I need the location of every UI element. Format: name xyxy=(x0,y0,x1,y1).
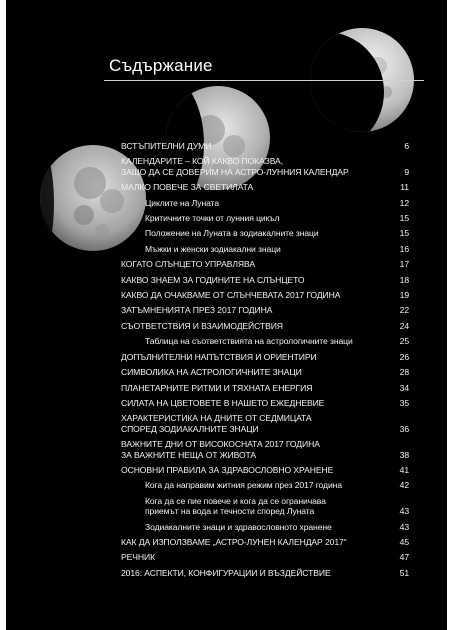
toc-page-number: 43 xyxy=(399,521,409,532)
toc-page-number: 45 xyxy=(399,536,409,547)
toc-page-number: 43 xyxy=(399,506,409,517)
toc-page-number: 16 xyxy=(399,243,409,254)
toc-subentry[interactable] xyxy=(121,496,409,517)
toc-entry-label: Циклите на Луната xyxy=(145,197,220,208)
toc-page-number: 35 xyxy=(399,397,409,408)
toc-entry-label: ВАЖНИТЕ ДНИ ОТ ВИСОКОСНАТА 2017 ГОДИНА ЗА ВАЖНИТЕ НЕЩА ОТ ЖИВОТА xyxy=(121,439,320,460)
toc-entry-label: Таблица на съответствията на астрологичните знаци xyxy=(145,336,353,347)
toc-entry[interactable] xyxy=(121,305,409,315)
toc-entry-label: СИМВОЛИКА НА АСТРОЛОГИЧНИТЕ ЗНАЦИ xyxy=(121,367,302,378)
toc-entry-label: Мъжки и женски зодиакални знаци xyxy=(145,243,281,254)
toc-entry[interactable] xyxy=(121,413,409,434)
toc-page-number: 11 xyxy=(400,182,409,193)
toc-entry[interactable] xyxy=(121,141,409,151)
toc-page-number: 51 xyxy=(399,567,409,578)
toc-entry[interactable] xyxy=(121,275,409,285)
toc-page-number: 17 xyxy=(399,259,409,270)
toc-page-number: 15 xyxy=(399,228,409,239)
toc-page-number: 24 xyxy=(399,320,409,331)
toc-entry-label: ПЛАНЕТАРНИТЕ РИТМИ И ТЯХНАТА ЕНЕРГИЯ xyxy=(121,382,313,393)
toc-entry-label: МАЛКО ПОВЕЧЕ ЗА СВЕТИЛАТА xyxy=(121,182,254,193)
toc-entry-label: 2016: АСПЕКТИ, КОНФИГУРАЦИИ И ВЪЗДЕЙСТВИЕ xyxy=(121,567,331,578)
toc-page-number: 34 xyxy=(399,382,409,393)
toc-page-number: 18 xyxy=(399,274,409,285)
toc-entry[interactable] xyxy=(121,290,409,300)
toc-entry-label: КАЛЕНДАРИТЕ – КОЙ КАКВО ПОКАЗВА, ЗАЩО ДА СЕ ДОВЕРИМ НА АСТРО-ЛУННИЯ КАЛЕНДАР xyxy=(121,156,349,177)
contents-page xyxy=(6,0,447,630)
toc-entry-label: Критичните точки от лунния цикъл xyxy=(145,213,280,224)
toc-entry-label: ДОПЪЛНИТЕЛНИ НАПЪТСТВИЯ И ОРИЕНТИРИ xyxy=(121,351,317,362)
toc-entry-label: Кога да се пие повече и кога да се ограничава приемът на вода и течности според Луната xyxy=(145,495,326,517)
toc-entry-label: ОСНОВНИ ПРАВИЛА ЗА ЗДРАВОСЛОВНО ХРАНЕНЕ xyxy=(121,464,334,475)
toc-page-number: 38 xyxy=(399,449,409,460)
toc-entry[interactable] xyxy=(121,537,409,547)
toc-subentry[interactable] xyxy=(121,198,409,208)
toc-entry[interactable] xyxy=(121,182,409,192)
toc-page-number: 12 xyxy=(399,197,409,208)
toc-entry[interactable] xyxy=(121,552,409,562)
toc-entry-label: ВСТЪПИТЕЛНИ ДУМИ xyxy=(121,141,212,151)
title-divider xyxy=(104,80,424,81)
toc-page-number: 36 xyxy=(399,423,409,434)
toc-page-number: 22 xyxy=(399,305,409,316)
toc-page-number: 41 xyxy=(399,464,409,475)
toc-entry[interactable] xyxy=(121,367,409,377)
toc-entry-label: ХАРАКТЕРИСТИКА НА ДНИТЕ ОТ СЕДМИЦАТА СПОРЕД ЗОДИАКАЛНИТЕ ЗНАЦИ xyxy=(121,413,312,434)
toc-page-number: 6 xyxy=(404,141,409,151)
toc-page-number: 28 xyxy=(399,367,409,378)
toc-entry[interactable] xyxy=(121,383,409,393)
toc-entry[interactable] xyxy=(121,398,409,408)
toc-entry[interactable] xyxy=(121,568,409,578)
toc-subentry[interactable] xyxy=(121,244,409,254)
toc-subentry[interactable] xyxy=(121,213,409,223)
toc-entry[interactable] xyxy=(121,465,409,475)
toc-page-number: 25 xyxy=(399,336,409,347)
page-title: Съдържание xyxy=(109,56,213,75)
toc-page-number: 42 xyxy=(399,480,409,491)
toc-entry[interactable] xyxy=(121,156,409,177)
toc-entry-label: КАК ДА ИЗПОЛЗВАМЕ „АСТРО-ЛУНЕН КАЛЕНДАР 2017“ xyxy=(121,536,347,547)
toc-entry-label: ЗАТЪМНЕНИЯТА ПРЕЗ 2017 ГОДИНА xyxy=(121,305,273,316)
toc-entry-label: КАКВО ДА ОЧАКВАМЕ ОТ СЛЪНЧЕВАТА 2017 ГОДИНА xyxy=(121,290,341,301)
toc-entry-label: СИЛАТА НА ЦВЕТОВЕТЕ В НАШЕТО ЕЖЕДНЕВИЕ xyxy=(121,397,325,408)
toc-page-number: 26 xyxy=(399,351,409,362)
table-of-contents xyxy=(121,141,409,578)
toc-subentry[interactable] xyxy=(121,480,409,490)
toc-entry-label: РЕЧНИК xyxy=(121,552,155,563)
toc-subentry[interactable] xyxy=(121,522,409,532)
toc-entry-label: Зодиакалните знаци и здравословното хранене xyxy=(145,521,332,532)
toc-entry-label: КОГАТО СЛЪНЦЕТО УПРАВЛЯВА xyxy=(121,259,255,270)
toc-entry-label: КАКВО ЗНАЕМ ЗА ГОДИНИТЕ НА СЛЪНЦЕТО xyxy=(121,274,305,285)
toc-entry-label: Положение на Луната в зодиакалните знаци xyxy=(145,228,319,239)
toc-subentry[interactable] xyxy=(121,336,409,346)
toc-entry[interactable] xyxy=(121,259,409,269)
toc-entry[interactable] xyxy=(121,352,409,362)
toc-entry[interactable] xyxy=(121,321,409,331)
toc-entry-label: СЪОТВЕТСТВИЯ И ВЗАИМОДЕЙСТВИЯ xyxy=(121,320,283,331)
toc-entry-label: Кога да направим житния режим през 2017 година xyxy=(145,480,342,491)
toc-page-number: 9 xyxy=(404,166,409,177)
toc-subentry[interactable] xyxy=(121,228,409,238)
toc-page-number: 19 xyxy=(399,290,409,301)
toc-page-number: 15 xyxy=(399,213,409,224)
toc-page-number: 47 xyxy=(399,552,409,563)
toc-entry[interactable] xyxy=(121,439,409,460)
